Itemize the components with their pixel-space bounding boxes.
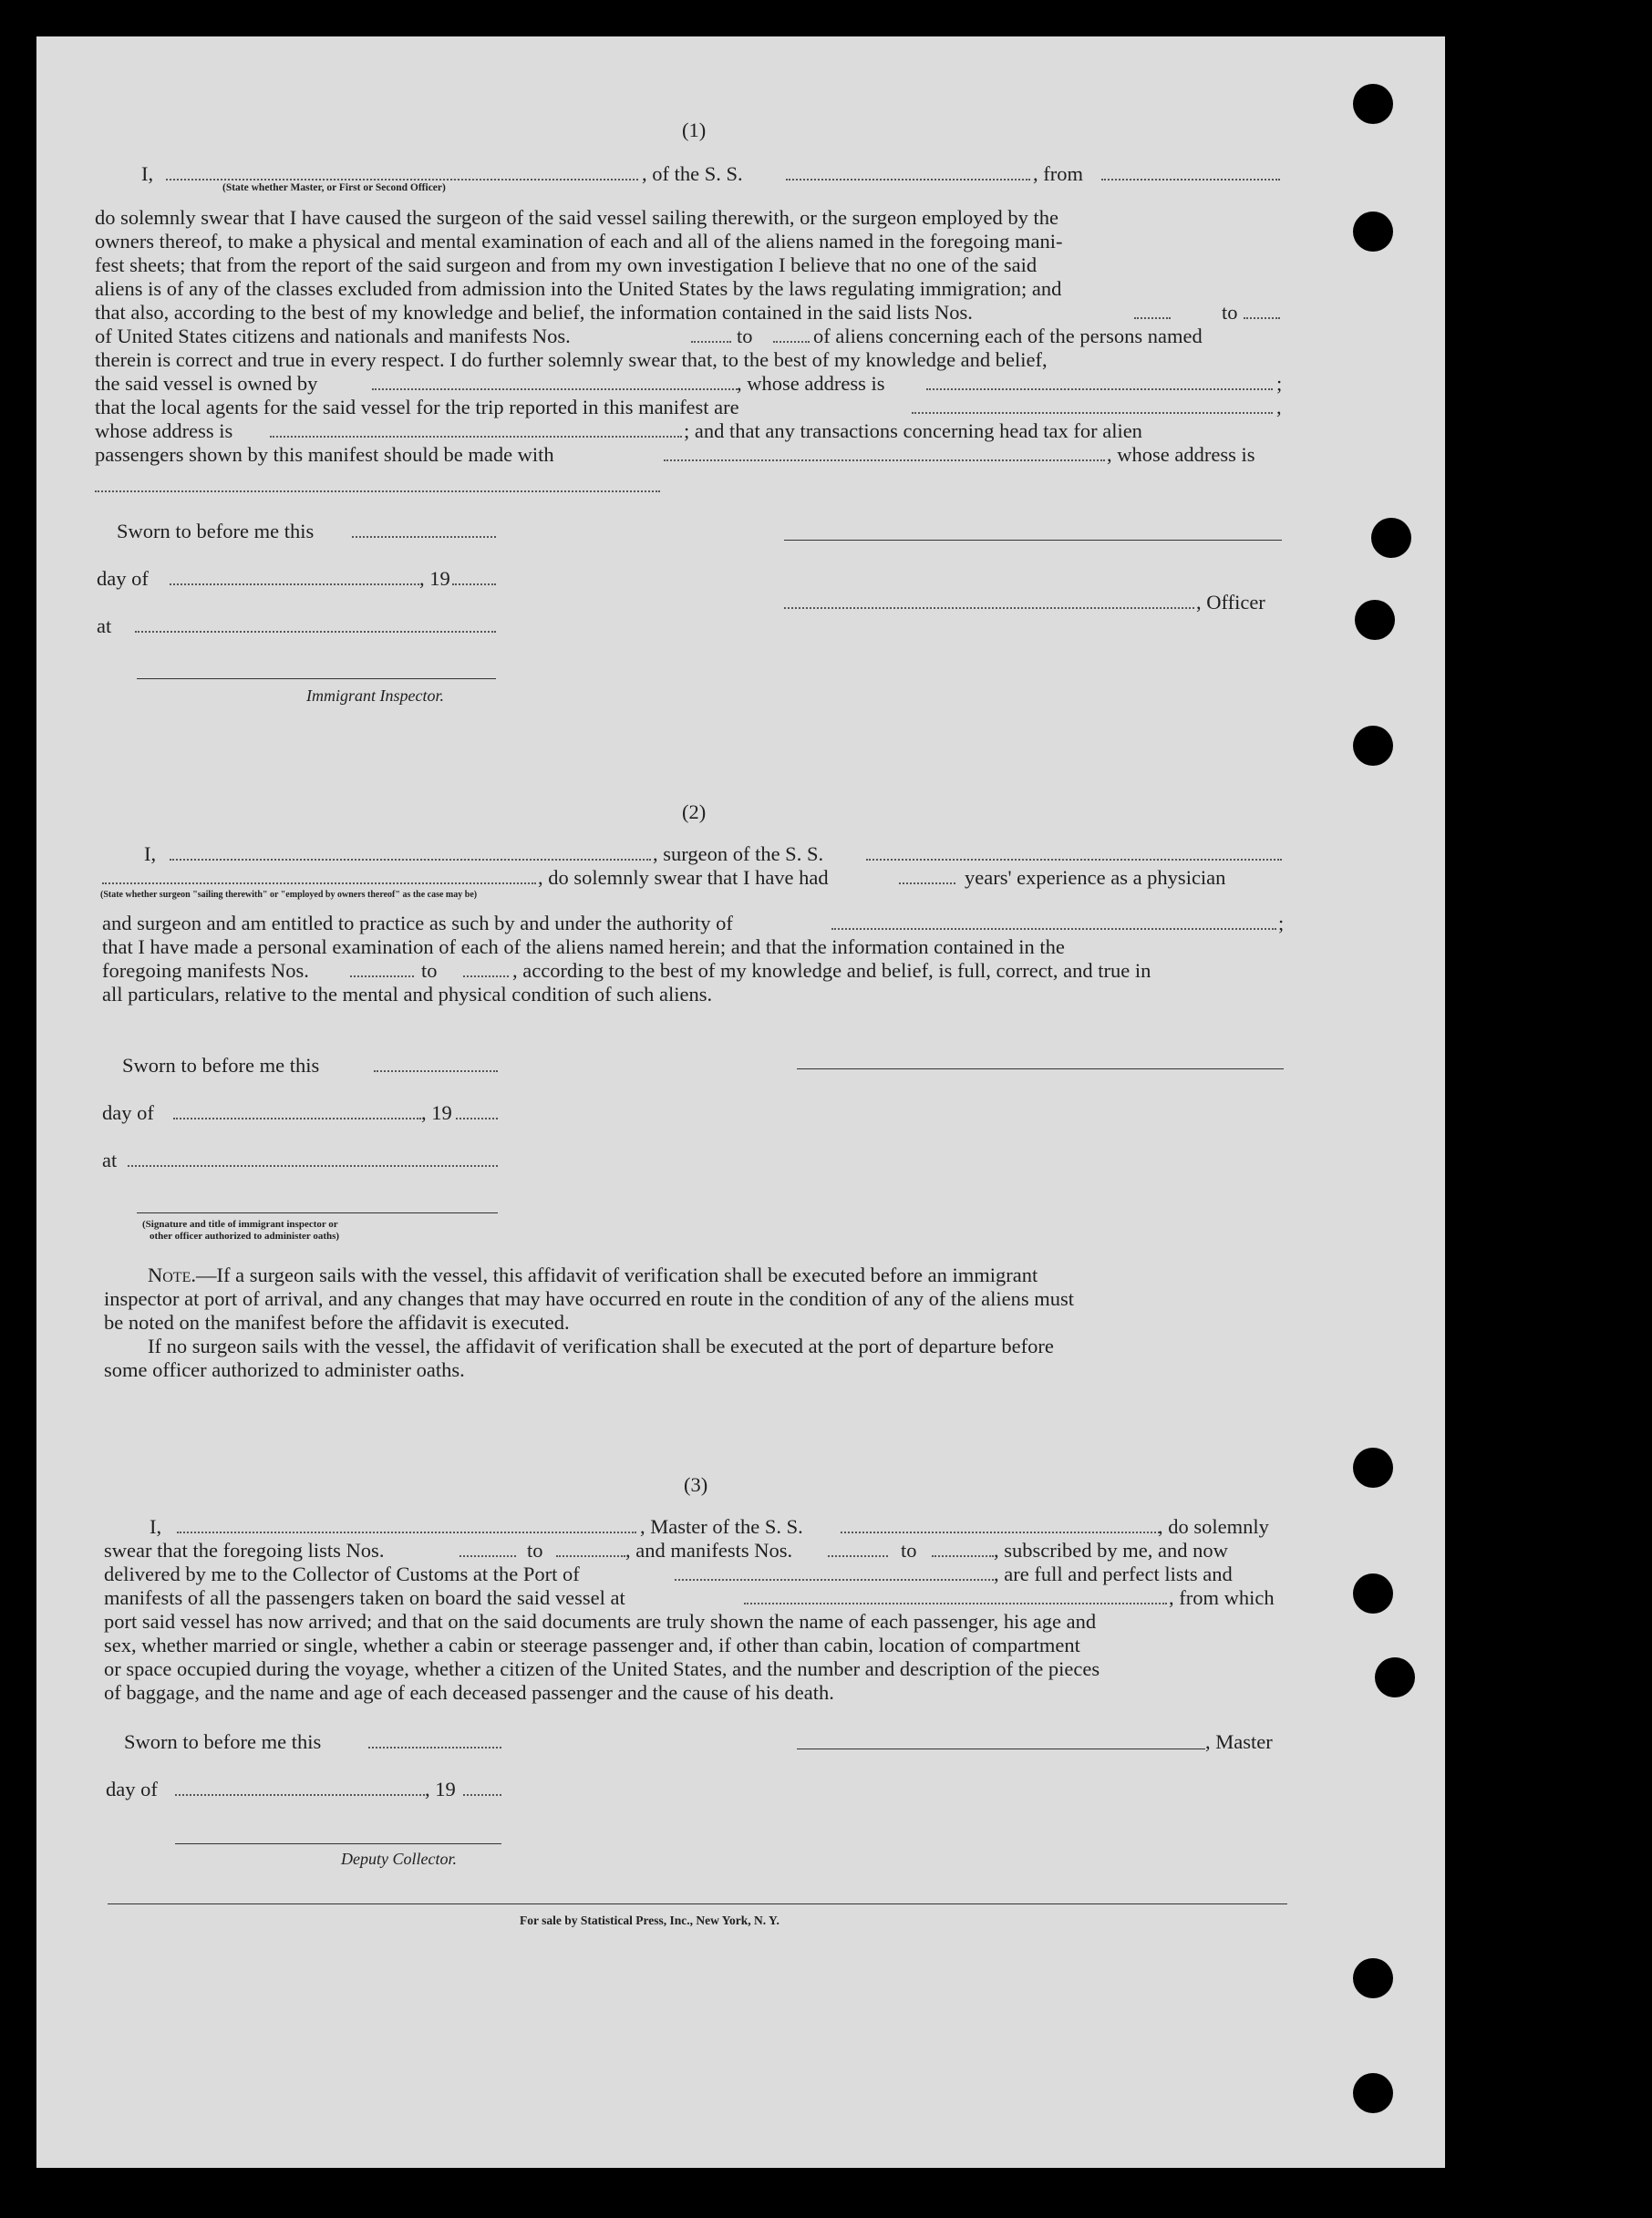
s2-years-label: years' experience as a physician: [965, 866, 1226, 889]
s1-line-8a: the said vessel is owned by: [95, 372, 318, 395]
s3-line-2b: to: [527, 1539, 543, 1562]
s1-line-6c: of aliens concerning each of the persons named: [813, 325, 1203, 347]
s2-note-line-1: [148, 1265, 1038, 1286]
punch-hole: [1353, 211, 1393, 252]
s1-agents-field[interactable]: [912, 412, 1273, 414]
section-2-number: (2): [682, 800, 707, 823]
s3-day-field[interactable]: [175, 1794, 425, 1796]
s2-manifests-from-field[interactable]: [350, 975, 414, 977]
punch-hole: [1375, 1657, 1415, 1697]
s3-line-3a: delivered by me to the Collector of Customs at the Port of: [104, 1563, 580, 1585]
s2-sworn-label: Sworn to before me this: [122, 1054, 320, 1077]
s3-sworn-label: Sworn to before me this: [124, 1730, 322, 1753]
s1-line-10a: whose address is: [95, 419, 233, 442]
s1-head-tax-field[interactable]: [664, 459, 1105, 461]
s1-sworn-field[interactable]: [352, 536, 496, 538]
s1-i-label: I,: [141, 162, 154, 185]
s3-year-label: , 19: [425, 1778, 456, 1800]
s3-line-8: of baggage, and the name and age of each deceased passenger and the cause of his death.: [104, 1681, 834, 1704]
s1-lists-to-field[interactable]: [1244, 317, 1280, 319]
s1-line-6a: of United States citizens and nationals and manifests Nos.: [95, 325, 571, 347]
s1-line-5a: that also, according to the best of my knowledge and belief, the information contained in the said lists Nos.: [95, 301, 973, 324]
s3-port-field[interactable]: [675, 1579, 994, 1581]
s1-line-2: owners thereof, to make a physical and mental examination of each and all of the aliens named in the foregoing mani-: [95, 230, 1063, 253]
s2-year-label: , 19: [421, 1101, 452, 1124]
s1-line-8c: ;: [1276, 372, 1283, 395]
s3-line-2c: , and manifests Nos.: [625, 1539, 793, 1562]
s2-line-3a: and surgeon and am entitled to practice as such by and under the authority of: [102, 912, 733, 934]
s3-line-7: or space occupied during the voyage, whether a citizen of the United States, and the number and description of the pieces: [104, 1657, 1100, 1680]
s2-i-label: I,: [144, 842, 157, 865]
s3-line-5: port said vessel has now arrived; and that on the said documents are truly shown the name of each passenger, his age and: [104, 1610, 1097, 1633]
s3-ship-field[interactable]: [841, 1532, 1160, 1533]
s1-head-tax-address-field[interactable]: [95, 490, 660, 492]
s1-officer-signature-line-1[interactable]: [784, 540, 1282, 541]
s3-line-6: sex, whether married or single, whether a cabin or steerage passenger and, if other than cabin, location of compartment: [104, 1634, 1080, 1656]
s3-i-label: I,: [150, 1515, 162, 1538]
s1-manifests-from-field[interactable]: [691, 341, 731, 343]
footer-imprint: For sale by Statistical Press, Inc., New York, N. Y.: [520, 1914, 780, 1927]
s3-line-4a: manifests of all the passengers taken on board the said vessel at: [104, 1586, 625, 1609]
s3-deputy-label: Deputy Collector.: [341, 1850, 457, 1868]
s1-owner-field[interactable]: [372, 388, 740, 390]
s1-line-8b: , whose address is: [737, 372, 885, 395]
s1-of-ss-label: , of the S. S.: [642, 162, 743, 185]
s3-line-2a: swear that the foregoing lists Nos.: [104, 1539, 385, 1562]
s1-year-label: , 19: [419, 567, 450, 590]
s3-master-label: , Master: [1205, 1730, 1273, 1753]
s1-line-6b: to: [737, 325, 753, 347]
punch-hole: [1353, 1573, 1393, 1614]
s1-from-label: , from: [1033, 162, 1083, 185]
s2-note-line-5: some officer authorized to administer oaths.: [104, 1358, 465, 1381]
s2-sworn-field[interactable]: [374, 1070, 498, 1072]
s3-line-4b: , from which: [1169, 1586, 1275, 1609]
punch-hole: [1353, 726, 1393, 766]
s1-manifests-to-field[interactable]: [773, 341, 810, 343]
s2-note-line-2: inspector at port of arrival, and any changes that may have occurred en route in the condition of any of the aliens must: [104, 1287, 1075, 1310]
s3-vessel-port-field[interactable]: [744, 1603, 1167, 1604]
s2-line-4: that I have made a personal examination of each of the aliens named herein; and that the information contained in the: [102, 935, 1065, 958]
s3-manifests-from-field[interactable]: [828, 1555, 888, 1557]
s1-at-field[interactable]: [135, 631, 496, 633]
s2-surgeon-name-field[interactable]: [170, 859, 651, 861]
s2-sailing-note: (State whether surgeon "sailing therewith" or "employed by owners thereof" as the case may be): [100, 890, 478, 900]
s1-line-9-end: ,: [1276, 396, 1282, 418]
s2-day-field[interactable]: [173, 1118, 421, 1119]
s2-line-5b: to: [421, 959, 438, 982]
s3-line-2d: to: [901, 1539, 917, 1562]
s3-lists-to-field[interactable]: [556, 1555, 625, 1557]
s3-solemnly-label: , do solemnly: [1158, 1515, 1269, 1538]
s3-deputy-signature-line[interactable]: [175, 1843, 501, 1844]
s2-line-6: all particulars, relative to the mental and physical condition of such aliens.: [102, 983, 713, 1006]
s2-year-field[interactable]: [456, 1118, 498, 1119]
punch-hole: [1353, 84, 1393, 124]
s1-line-1: do solemnly swear that I have caused the surgeon of the said vessel sailing therewith, or the surgeon employed by the: [95, 206, 1059, 229]
s3-day-of-label: day of: [106, 1778, 158, 1800]
s1-line-4: aliens is of any of the classes excluded from admission into the United States by the laws regulating immigration; and: [95, 277, 1062, 300]
s1-officer-signature-line-2[interactable]: [784, 607, 1194, 609]
s1-officer-label: , Officer: [1196, 591, 1265, 614]
s2-note-line-3: be noted on the manifest before the affidavit is executed.: [104, 1311, 570, 1334]
s2-swear-label: , do solemnly swear that I have had: [538, 866, 829, 889]
s2-sailing-field[interactable]: [102, 882, 536, 884]
s2-signature-note-1: (Signature and title of immigrant inspector or: [142, 1219, 338, 1230]
section-3-number: (3): [684, 1473, 708, 1496]
s1-at-label: at: [97, 614, 112, 637]
s1-sworn-label: Sworn to before me this: [117, 520, 315, 542]
punch-hole: [1371, 518, 1411, 558]
s2-years-field[interactable]: [899, 882, 955, 884]
punch-hole: [1355, 600, 1395, 640]
s1-from-field[interactable]: [1101, 179, 1280, 181]
s3-lists-from-field[interactable]: [459, 1555, 516, 1557]
s2-surgeon-of-label: , surgeon of the S. S.: [653, 842, 824, 865]
punch-hole: [1353, 2073, 1393, 2113]
s1-day-field[interactable]: [170, 583, 419, 585]
s1-line-11a: passengers shown by this manifest should be made with: [95, 443, 554, 466]
s2-day-of-label: day of: [102, 1101, 154, 1124]
punch-hole: [1353, 1448, 1393, 1488]
s1-lists-from-field[interactable]: [1134, 317, 1171, 319]
s1-line-3: fest sheets; that from the report of the said surgeon and from my own investigation I believe that no one of the said: [95, 253, 1038, 276]
s2-surgeon-signature-line[interactable]: [797, 1068, 1284, 1069]
s1-agents-address-field[interactable]: [270, 436, 682, 438]
s1-line-7: therein is correct and true in every respect. I do further solemnly swear that, to the best of my knowledge and belief,: [95, 348, 1048, 371]
s3-master-of-label: , Master of the S. S.: [640, 1515, 803, 1538]
s1-line-11b: , whose address is: [1107, 443, 1255, 466]
s2-note-line-4: If no surgeon sails with the vessel, the affidavit of verification shall be executed at the port of departure before: [148, 1335, 1054, 1357]
punch-hole: [1353, 1958, 1393, 1998]
s1-line-9: that the local agents for the said vessel for the trip reported in this manifest are: [95, 396, 739, 418]
s2-line-3b: ;: [1278, 912, 1285, 934]
s2-line-5a: foregoing manifests Nos.: [102, 959, 309, 982]
s2-inspector-signature-line[interactable]: [137, 1212, 498, 1213]
s1-line-10b: ; and that any transactions concerning head tax for alien: [684, 419, 1142, 442]
s1-year-field[interactable]: [452, 583, 496, 585]
s2-line-5c: , according to the best of my knowledge and belief, is full, correct, and true in: [512, 959, 1151, 982]
s1-day-of-label: day of: [97, 567, 149, 590]
s1-inspector-signature-line[interactable]: [137, 678, 496, 679]
s2-signature-note-2: other officer authorized to administer oaths): [150, 1231, 340, 1242]
s3-year-field[interactable]: [463, 1794, 501, 1796]
s2-manifests-to-field[interactable]: [463, 975, 509, 977]
s1-officer-note: (State whether Master, or First or Second Officer): [222, 182, 446, 193]
s1-inspector-label: Immigrant Inspector.: [306, 686, 444, 705]
s1-owner-address-field[interactable]: [926, 388, 1273, 390]
s3-line-2e: , subscribed by me, and now: [994, 1539, 1228, 1562]
s1-line-5b: to: [1222, 301, 1238, 324]
s3-manifests-to-field[interactable]: [932, 1555, 994, 1557]
s2-note-text-1: —If a surgeon sails with the vessel, this affidavit of verification shall be executed before an immigrant: [195, 1264, 1038, 1286]
footer-rule: [108, 1903, 1287, 1904]
s2-ship-field[interactable]: [866, 859, 1282, 861]
section-1-number: (1): [682, 119, 707, 141]
s2-note-label: Note.: [148, 1264, 196, 1286]
s2-at-field[interactable]: [128, 1165, 498, 1167]
s3-master-name-field[interactable]: [177, 1532, 636, 1533]
s2-at-label: at: [102, 1149, 118, 1171]
s1-ship-name-field[interactable]: [786, 179, 1030, 181]
s1-officer-field[interactable]: [166, 179, 638, 181]
s2-authority-field[interactable]: [831, 928, 1276, 930]
s3-sworn-field[interactable]: [368, 1747, 501, 1749]
s3-line-3b: , are full and perfect lists and: [994, 1563, 1233, 1585]
